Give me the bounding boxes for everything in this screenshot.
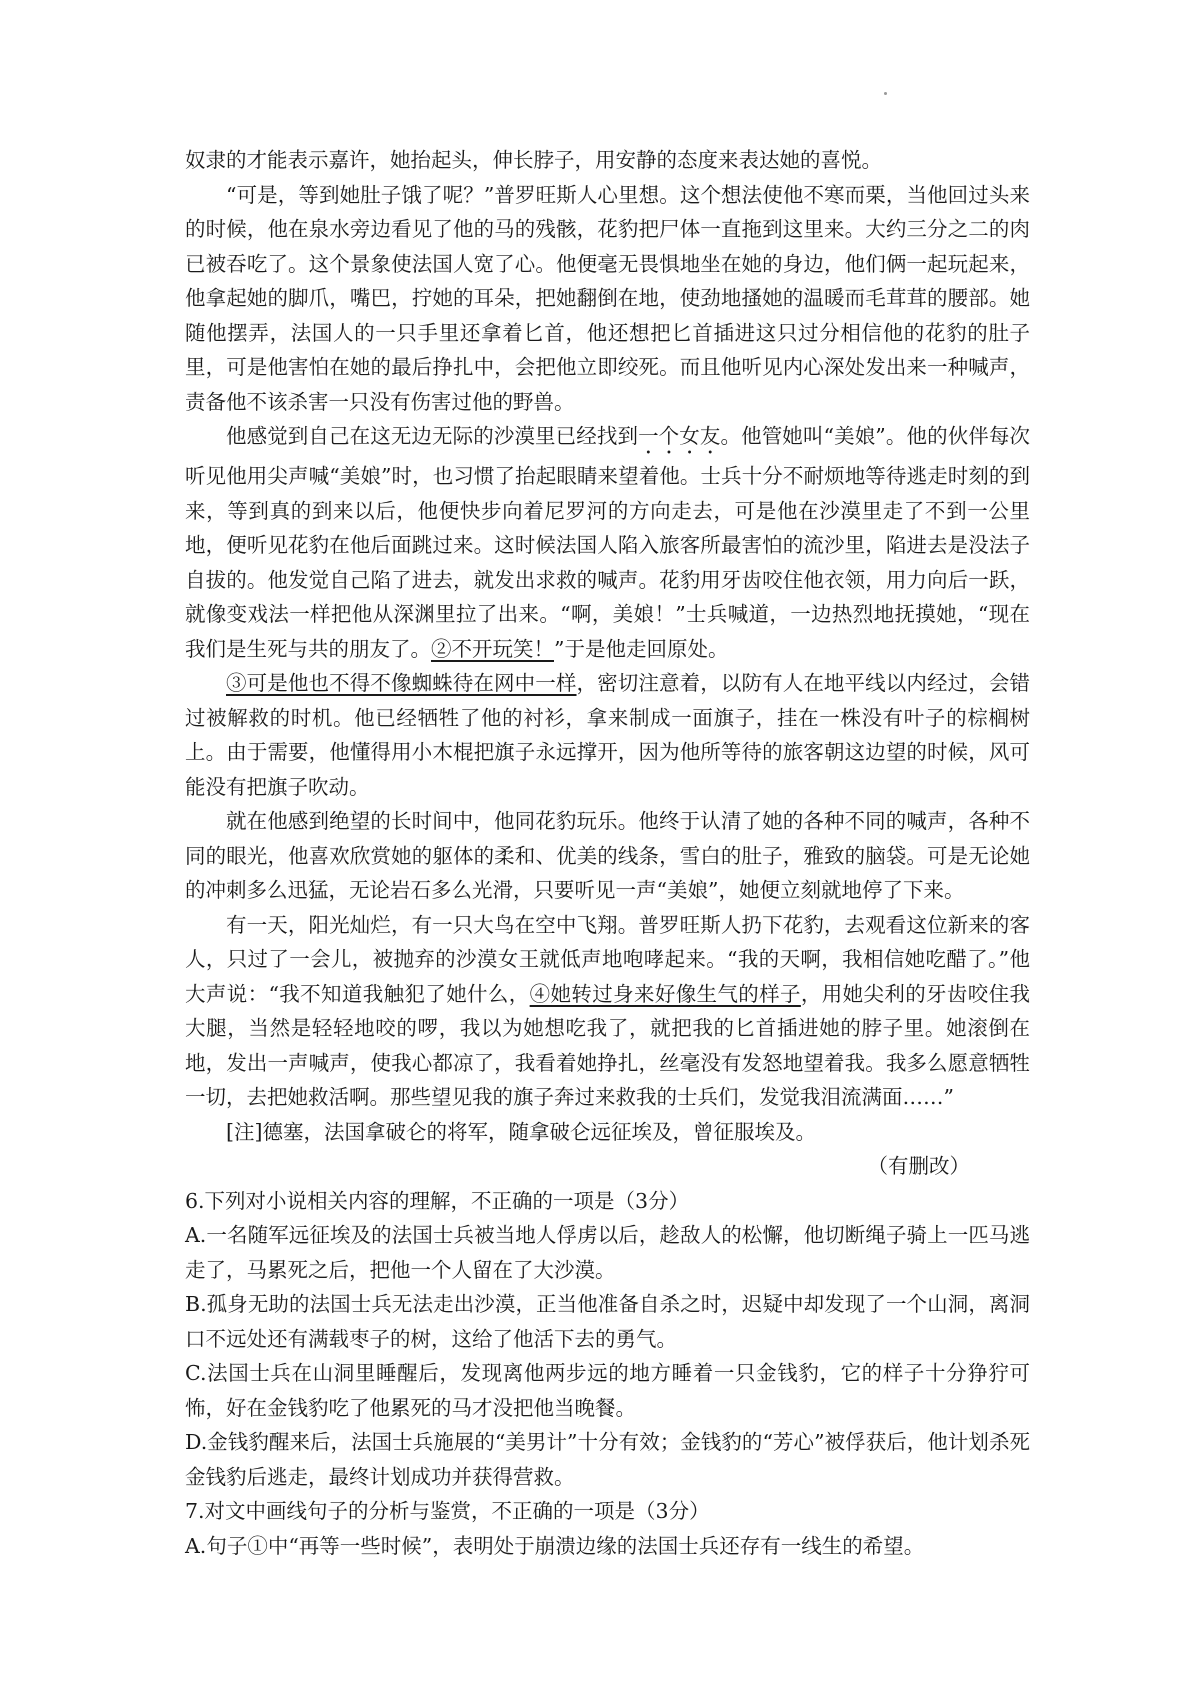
dotted-phrase: 一个女友 (638, 424, 721, 448)
passage-paragraph-1: “可是，等到她肚子饿了呢？”普罗旺斯人心里想。这个想法使他不寒而栗，当他回过头来的时候，他在泉水旁边看见了他的马的残骸，花豹把尸体一直拖到这里来。大约三分之二的肉已被吞吃了。这个景象使法国人宽了心。他便毫无畏惧地坐在她的身边，他们俩一起玩起来，他拿起她的脚爪，嘴巴，拧她的耳朵，把她翻倒在地，使劲地搔她的温暖而毛茸茸的腰部。她随他摆弄，法国人的一只手里还拿着匕首，他还想把匕首插进这只过分相信他的花豹的肚子里，可是他害怕在她的最后挣扎中，会把他立即绞死。而且他听见内心深处发出来一种喊声，责备他不该杀害一只没有伤害过他的野兽。 (185, 182, 1030, 414)
passage-and-questions (185, 143, 1030, 1563)
question-6-option-a: A.一名随军远征埃及的法国士兵被当地人俘虏以后，趁敌人的松懈，他切断绳子骑上一匹马逃走了，马累死之后，把他一个人留在了大沙漠。 (185, 1223, 1030, 1282)
underlined-sentence-3: ③可是他也不得不像蜘蛛待在网中一样 (226, 671, 577, 695)
scan-speck (884, 92, 887, 95)
passage-note: [注]德塞，法国拿破仑的将军，随拿破仑远征埃及，曾征服埃及。 (226, 1119, 816, 1144)
passage-paragraph-2: 他感觉到自己在这无边无际的沙漠里已经找到一个女友。他管她叫“美娘”。他的伙伴每次听见他用尖声喊“美娘”时，也习惯了抬起眼睛来望着他。士兵十分不耐烦地等待逃走时刻的到来，等到真的到来以后，他便快步向着尼罗河的方向走去，可是他在沙漠里走了不到一公里地，便听见花豹在他后面跳过来。这时候法国人陷入旅客所最害怕的流沙里，陷进去是没法子自拔的。他发觉自己陷了进去，就发出求救的喊声。花豹用牙齿咬住他衣领，用力向后一跃，就像变戏法一样把他从深渊里拉了出来。“啊，美娘！”士兵喊道，一边热烈地抚摸她，“现在我们是生死与共的朋友了。②不开玩笑！”于是他走回原处。 (185, 424, 1031, 661)
passage-paragraph-5: 有一天，阳光灿烂，有一只大鸟在空中飞翔。普罗旺斯人扔下花豹，去观看这位新来的客人，只过了一会儿，被抛弃的沙漠女王就低声地咆哮起来。“我的天啊，我相信她吃醋了。”他大声说：“我不知道我触犯了她什么，④她转过身来好像生气的样子，用她尖利的牙齿咬住我大腿，当然是轻轻地咬的啰，我以为她想吃我了，就把我的匕首插进她的脖子里。她滚倒在地，发出一声喊声，使我心都凉了，我看着她挣扎，丝毫没有发怒地望着我。我多么愿意牺牲一切，去把她救活啊。那些望见我的旗子奔过来救我的士兵们，发觉我泪流满面……” (185, 912, 1031, 1109)
underlined-sentence-4: ④她转过身来好像生气的样子 (529, 981, 801, 1006)
passage-source: （有删改） (867, 1154, 970, 1178)
question-6-option-c: C.法国士兵在山洞里睡醒后，发现离他两步远的地方睡着一只金钱豹，它的样子十分狰狞可怖，好在金钱豹吃了他累死的马才没把他当晚餐。 (185, 1361, 1030, 1420)
passage-paragraph-4: 就在他感到绝望的长时间中，他同花豹玩乐。他终于认清了她的各种不同的喊声，各种不同的眼光，他喜欢欣赏她的躯体的柔和、优美的线条，雪白的肚子，雅致的脑袋。可是无论她的冲刺多么迅猛，无论岩石多么光滑，只要听见一声“美娘”，她便立刻就地停了下来。 (185, 809, 1030, 902)
question-6-stem: 6.下列对小说相关内容的理解，不正确的一项是（3分） (185, 1188, 690, 1213)
question-6-option-b: B.孤身无助的法国士兵无法走出沙漠，正当他准备自杀之时，迟疑中却发现了一个山洞，离洞口不远处还有满载枣子的树，这给了他活下去的勇气。 (185, 1292, 1030, 1351)
question-7-stem: 7.对文中画线句子的分析与鉴赏，不正确的一项是（3分） (185, 1499, 710, 1523)
question-6-option-d: D.金钱豹醒来后，法国士兵施展的“美男计”十分有效；金钱豹的“芳心”被俘获后，他计划杀死金钱豹后逃走，最终计划成功并获得营救。 (185, 1430, 1030, 1489)
passage-paragraph-0: 奴隶的才能表示嘉许，她抬起头，伸长脖子，用安静的态度来表达她的喜悦。 (185, 148, 882, 172)
question-7-option-a: A.句子①中“再等一些时候”，表明处于崩溃边缘的法国士兵还存有一线生的希望。 (185, 1533, 925, 1558)
passage-paragraph-3: ③可是他也不得不像蜘蛛待在网中一样，密切注意着，以防有人在地平线以内经过，会错过被解救的时机。他已经牺牲了他的衬衫，拿来制成一面旗子，挂在一株没有叶子的棕榈树上。由于需要，他懂得用小木棍把旗子永远撑开，因为他所等待的旅客朝这边望的时候，风可能没有把旗子吹动。 (185, 671, 1031, 799)
underlined-sentence-2: ②不开玩笑！ (431, 636, 554, 661)
